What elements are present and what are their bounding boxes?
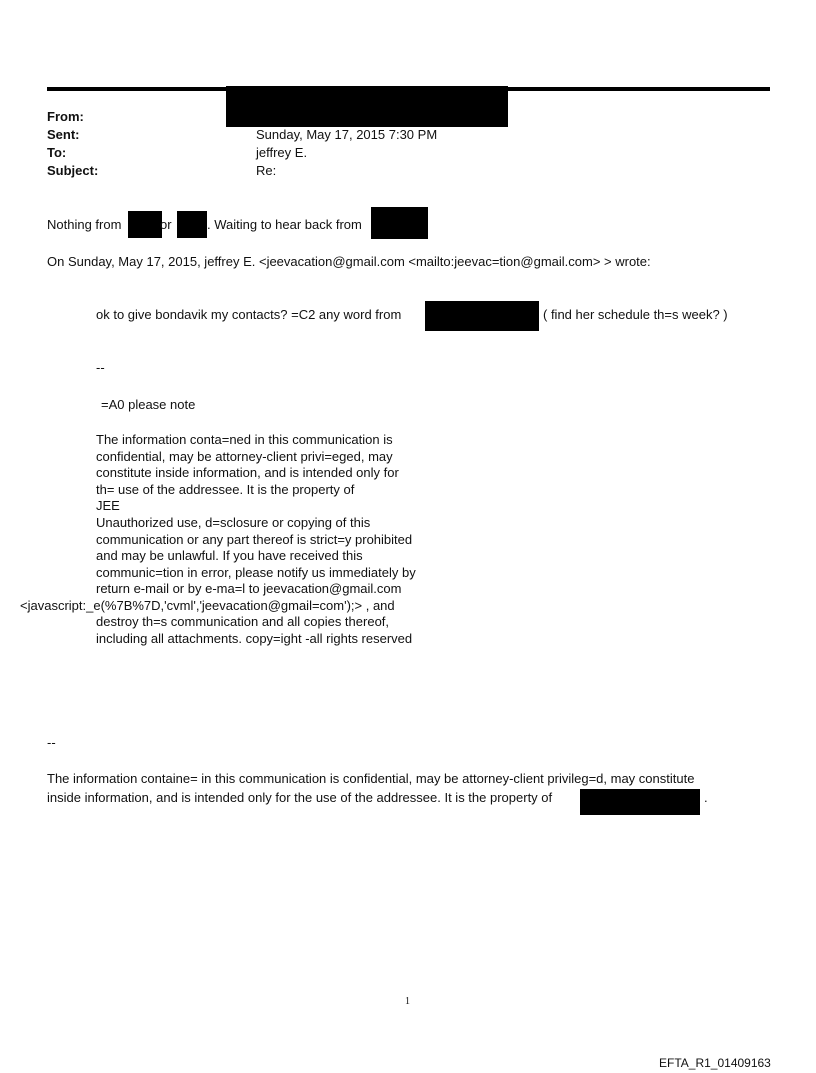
redaction-name-4 xyxy=(425,301,539,331)
disclaimer-line: confidential, may be attorney-client privi=eged, may xyxy=(96,448,393,464)
label-sent: Sent: xyxy=(47,127,80,142)
disclaimer-line: communic=tion in error, please notify us immediately by xyxy=(96,564,416,580)
redaction-from xyxy=(226,86,508,127)
footer-disclaimer-line-2: inside information, and is intended only for the use of the addressee. It is the property of xyxy=(47,790,553,805)
disclaimer-line: destroy th=s communication and all copies thereof, xyxy=(96,614,390,629)
quoted-note: =A0 please note xyxy=(101,397,196,412)
disclaimer-line: communication or any part thereof is strict=y prohibited xyxy=(96,531,413,547)
disclaimer-line: th= use of the addressee. It is the property of xyxy=(96,481,355,497)
redaction-property xyxy=(580,789,700,815)
label-subject: Subject: xyxy=(47,163,99,178)
quoted-message-a: ok to give bondavik my contacts? =C2 any word from xyxy=(96,307,402,322)
reply-part-2: or xyxy=(160,217,172,232)
quoted-message-b: ( find her schedule th=s week? ) xyxy=(543,307,728,322)
footer-disclaimer-line-1: The information containe= in this communication is confidential, may be attorney-client privileg=d, may constitute xyxy=(47,771,695,786)
label-to: To: xyxy=(47,145,67,160)
document-id: EFTA_R1_01409163 xyxy=(659,1056,771,1070)
disclaimer-line: constitute inside information, and is intended only for xyxy=(96,465,399,481)
subject-value: Re: xyxy=(256,163,277,178)
quote-attribution: On Sunday, May 17, 2015, jeffrey E. <jeevacation@gmail.com <mailto:jeevac=tion@gmail.com> > wrote: xyxy=(47,254,651,269)
disclaimer-line: Unauthorized use, d=sclosure or copying of this xyxy=(96,514,371,530)
redaction-name-3 xyxy=(371,207,428,239)
redaction-name-2 xyxy=(177,211,207,238)
page-number: 1 xyxy=(405,996,410,1007)
to-value: jeffrey E. xyxy=(256,145,308,160)
disclaimer-javascript-line: <javascript:_e(%7B%7D,'cvml','jeevacation@gmail=com');> , and xyxy=(20,598,395,613)
reply-part-1: Nothing from xyxy=(47,217,122,232)
footer-separator: -- xyxy=(47,735,56,750)
disclaimer-line: and may be unlawful. If you have received this xyxy=(96,548,363,564)
redaction-name-1 xyxy=(128,211,162,238)
label-from: From: xyxy=(47,109,84,124)
disclaimer-line: The information conta=ned in this communication is xyxy=(96,432,393,447)
footer-tail: . xyxy=(704,790,708,805)
disclaimer-line: including all attachments. copy=ight -all rights reserved xyxy=(96,630,413,646)
quoted-separator: -- xyxy=(96,360,105,375)
disclaimer-line: JEE xyxy=(96,498,120,514)
header-rule xyxy=(47,87,770,91)
quoted-disclaimer xyxy=(96,432,416,598)
disclaimer-line: return e-mail or by e-ma=l to jeevacation@gmail.com xyxy=(96,581,402,597)
quoted-disclaimer-end xyxy=(96,614,412,647)
sent-value: Sunday, May 17, 2015 7:30 PM xyxy=(256,127,438,142)
reply-part-3: . Waiting to hear back from xyxy=(207,217,362,232)
